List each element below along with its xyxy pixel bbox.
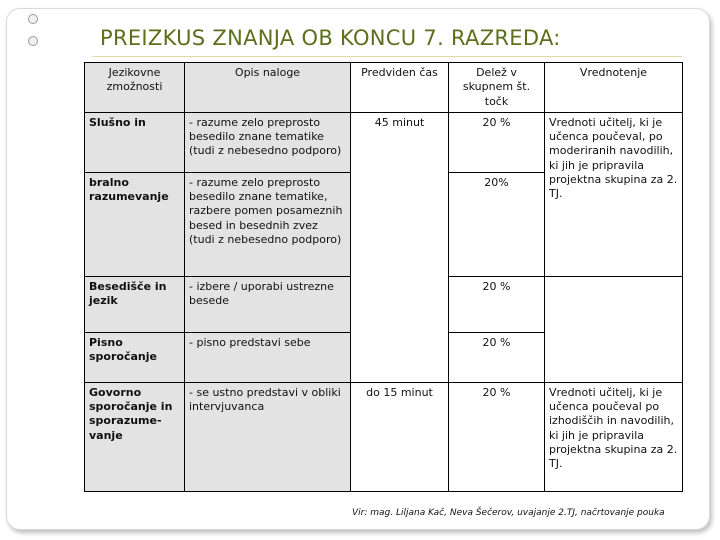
header-row bbox=[85, 63, 683, 113]
point-share-cell: 20 % bbox=[449, 382, 545, 491]
task-description-cell: - se ustno predstavi v obliki intervjuvanca bbox=[185, 382, 351, 491]
evaluation-cell: Vrednoti učitelj, ki je učenca poučeval, po moderiranih navodilih, ki jih je pripravila projektna skupina za 2. TJ. bbox=[545, 112, 683, 276]
header-evaluation: Vrednotenje bbox=[545, 63, 683, 113]
header-skills: Jezikovne zmožnosti bbox=[85, 63, 185, 113]
task-description-cell: - razume zelo preprosto besedilo znane tematike (tudi z nebesedno podporo) bbox=[185, 112, 351, 172]
planned-time-cell: do 15 minut bbox=[351, 382, 449, 491]
assessment-table bbox=[84, 62, 683, 492]
slide-title: PREIZKUS ZNANJA OB KONCU 7. RAZREDA: bbox=[100, 26, 561, 50]
skill-cell: Pisno sporočanje bbox=[85, 332, 185, 382]
task-description-cell: - razume zelo preprosto besedilo znane tematike, razbere pomen posameznih besed in besednih zvez (tudi z nebesedno podporo) bbox=[185, 172, 351, 276]
skill-cell: Slušno in bbox=[85, 112, 185, 172]
skill-cell: bralno razumevanje bbox=[85, 172, 185, 276]
evaluation-cell-empty bbox=[545, 276, 683, 382]
binder-ring-icon bbox=[28, 36, 38, 46]
binder-ring-icon bbox=[28, 14, 38, 24]
table-row bbox=[85, 112, 683, 172]
skill-cell: Besedišče in jezik bbox=[85, 276, 185, 332]
task-description-cell: - pisno predstavi sebe bbox=[185, 332, 351, 382]
point-share-cell: 20 % bbox=[449, 276, 545, 332]
title-divider bbox=[92, 56, 682, 57]
task-description-cell: - izbere / uporabi ustrezne besede bbox=[185, 276, 351, 332]
point-share-cell: 20 % bbox=[449, 112, 545, 172]
header-point-share: Delež v skupnem št. točk bbox=[449, 63, 545, 113]
table-row bbox=[85, 382, 683, 491]
skill-cell: Govorno sporočanje in sporazume-vanje bbox=[85, 382, 185, 491]
header-planned-time: Predviden čas bbox=[351, 63, 449, 113]
header-task-description: Opis naloge bbox=[185, 63, 351, 113]
planned-time-cell: 45 minut bbox=[351, 112, 449, 382]
point-share-cell: 20 % bbox=[449, 332, 545, 382]
point-share-cell: 20% bbox=[449, 172, 545, 276]
evaluation-cell: Vrednoti učitelj, ki je učenca poučeval po izhodiščih in navodilih, ki jih je pripravila projektna skupina za 2. TJ. bbox=[545, 382, 683, 491]
source-footnote: Vir: mag. Liljana Kač, Neva Šečerov, uvajanje 2.TJ, načrtovanje pouka bbox=[352, 508, 665, 518]
